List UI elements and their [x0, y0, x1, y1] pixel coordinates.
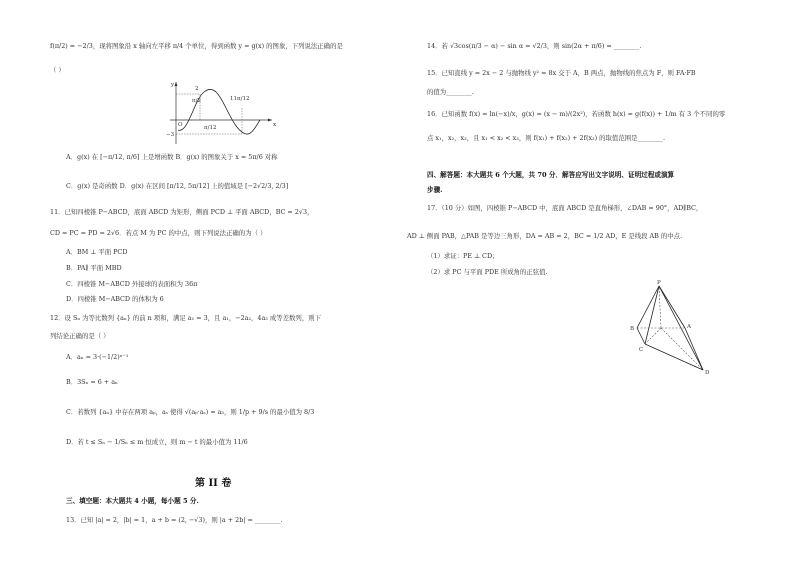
q12-option-c: C．若数列 {aₙ} 中存在两项 aₚ，aₛ 使得 √(aₚ·aₛ) = a₃，则 1/p + 9/s 的最小值为 8/3	[66, 408, 315, 416]
q17-part-2: （2）求 PC 与平面 PDE 所成角的正弦值.	[427, 268, 548, 276]
edge-ed-hidden	[661, 328, 703, 370]
q12-option-a: A．aₙ = 3·(−1/2)ⁿ⁻¹	[66, 353, 129, 361]
q17-part-1: （1）求证：PE ⊥ CD；	[427, 252, 499, 260]
vertex-b-label: B	[630, 326, 635, 332]
sine-graph	[160, 78, 280, 148]
q11-option-b: B．PA∥ 平面 MBD	[66, 264, 122, 272]
edge-ec-hidden	[645, 328, 661, 344]
vertex-d-label: D	[705, 370, 710, 376]
q11-option-a: A．BM ⊥ 平面 PCD	[66, 248, 128, 256]
origin-label: O	[178, 122, 183, 128]
q11-line-2: CD = PC = PD = 2√6．若点 M 为 PC 的中点，则下列说法正确的为（ ）	[50, 229, 267, 237]
vertex-c-label: C	[639, 347, 644, 353]
top-value-label: 2	[195, 86, 199, 92]
q10-option-cd: C．g(x) 是奇函数 D．g(x) 在区间 [π/12, 5π/12] 上的值域是 [−2√2/3, 2/3]	[66, 182, 289, 190]
q11-line-1: 11．已知四棱锥 P−ABCD，底面 ABCD 为矩形，侧面 PCD ⊥ 平面 ABCD，BC = 2√3，	[50, 208, 314, 216]
x-axis-label: x	[273, 122, 277, 128]
q14: 14．若 √3cos(π/3 − α) − sin α = √2/3，则 sin(2α + π/6) = ________.	[427, 42, 642, 50]
section-4-header-line-1: 四、解答题：本大题共 6 个大题，共 70 分．解答应写出文字说明、证明过程或演算	[427, 171, 675, 179]
edge-pc	[645, 286, 659, 344]
q12-line-2: 列结论正确的是（ ）	[50, 332, 110, 340]
q12-option-b: B．3Sₙ = 6 + aₙ	[66, 378, 118, 386]
q15-line-1: 15．已知直线 y = 2x − 2 与抛物线 y² = 8x 交于 A，B 两点，抛物线的焦点为 F，则 FA·FB	[427, 69, 696, 77]
y-axis-label: y	[171, 82, 175, 88]
edge-pa	[659, 286, 685, 328]
q12-line-1: 12．设 Sₙ 为等比数列 {aₙ} 的前 n 项和，满足 a₁ = 3，且 a₁，−2a₂，4a₃ 成等差数列，则下	[50, 314, 321, 322]
section-4-header-line-2: 步骤.	[427, 186, 443, 194]
vertex-a-label: A	[687, 324, 691, 330]
q13: 13．已知 |a| = 2，|b| = 1，a + b = (2, −√3)，则 |a + 2b| = ________.	[66, 516, 283, 524]
q12-option-d: D．若 t ≤ Sₙ − 1/Sₙ ≤ m 恒成立，则 m − t 的最小值为 11/6	[66, 438, 248, 446]
section-2-title: 第 II 卷	[195, 478, 232, 489]
y-axis-arrow-icon	[175, 82, 178, 86]
q15-line-2: 的值为________.	[427, 88, 474, 96]
q11-option-c: C．四棱锥 M−ABCD 外接球的表面积为 36π	[66, 280, 198, 288]
q10-bracket: （ ）	[50, 66, 65, 74]
edge-bc	[637, 328, 645, 344]
x-axis-arrow-icon	[268, 119, 272, 122]
x-tick-2-label: 11π/12	[230, 96, 250, 102]
edge-pe-hidden	[659, 286, 661, 328]
bottom-value-label: −3	[166, 132, 175, 138]
q16-line-1: 16．已知函数 f(x) = ln(−x)/x，g(x) = (x − m)/(2x²)，若函数 h(x) = g(f(x)) + 1/m 有 3 个不同的零	[427, 110, 726, 118]
edge-cd	[645, 344, 703, 370]
q10-stem: f(π/2) = −2/3，现将图象沿 x 轴向左平移 π/4 个单位，得到函数 y = g(x) 的图象，下列说法正确的是	[50, 42, 343, 50]
q17-line-1: 17．（10 分）如图，四棱锥 P−ABCD 中，底面 ABCD 是直角梯形，∠DAB = 90°，AD∥BC，	[427, 204, 703, 212]
vertex-p-label: P	[657, 280, 661, 286]
edge-ad	[685, 328, 703, 370]
x-tick-1-label: π/12	[204, 125, 217, 131]
pyramid-figure	[625, 278, 725, 378]
edge-pb	[637, 286, 659, 328]
q16-line-2: 点 x₁，x₂，x₃，且 x₁ < x₂ < x₃，则 f(x₁) + f(x₂) + 2f(x₃) 的取值范围是________.	[427, 134, 666, 142]
section-3-header: 三、填空题：本大题共 4 小题，每小题 5 分.	[66, 497, 199, 505]
q10-option-ab: A．g(x) 在 [−π/12, π/6] 上是增函数 B．g(x) 的图象关于 x = 5π/6 对称	[66, 153, 278, 161]
q11-option-d: D．四棱锥 M−ABCD 的体积为 6	[66, 295, 164, 303]
q17-line-2: AD ⊥ 侧面 PAB，△PAB 是等边三角形，DA = AB = 2，BC = 1/2 AD，E 是线段 AB 的中点.	[407, 232, 683, 240]
top-tick-label: π/2	[192, 98, 201, 104]
